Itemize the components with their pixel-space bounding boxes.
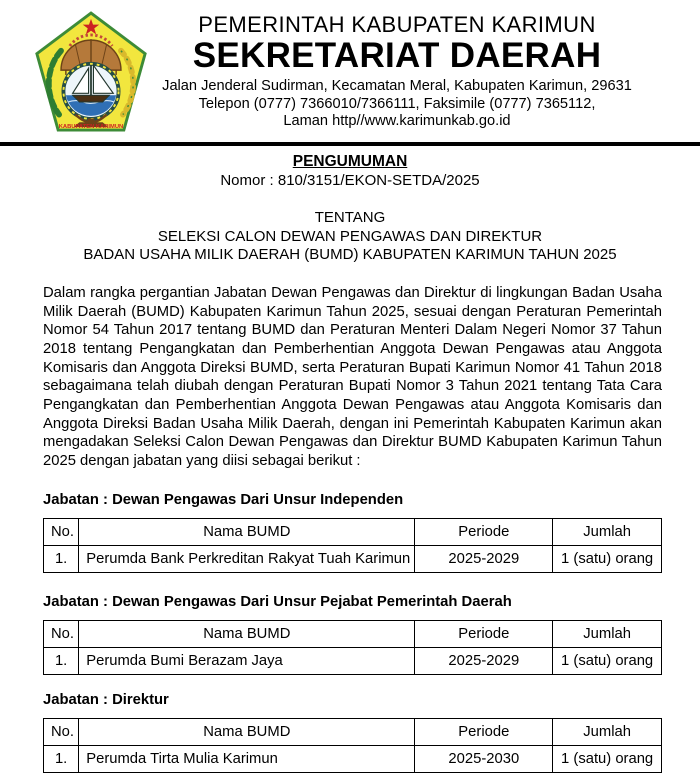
bumd-table — [43, 718, 662, 773]
table-row — [44, 745, 662, 772]
office-name: SEKRETARIAT DAERAH — [192, 36, 602, 76]
col-header-nama-bumd: Nama BUMD — [79, 620, 415, 647]
address-line-3: Laman http//www.karimunkab.go.id — [283, 113, 511, 130]
cell-nama-bumd: Perumda Tirta Mulia Karimun — [79, 745, 415, 772]
col-header-nama-bumd: Nama BUMD — [79, 718, 415, 745]
cell-nama-bumd: Perumda Bank Perkreditan Rakyat Tuah Karimun — [79, 545, 415, 572]
letterhead — [0, 0, 700, 140]
body-paragraph: Dalam rangka pergantian Jabatan Dewan Pengawas dan Direktur di lingkungan Badan Usaha Milik Daerah (BUMD) Kabupaten Karimun Tahun 2025, sesuai dengan Peraturan Pemerintah Nomor 54 Tahun 2017 tentang BUMD dan Peraturan Menteri Dalam Negeri Nomor 37 Tahun 2018 tentang Pengangkatan dan Pemberhentian Anggota Dewan Pengawas atau Anggota Komisaris dan Anggota Direksi BUMD, serta Peraturan Bupati Karimun Nomor 41 Tahun 2018 sebagaimana telah diubah dengan Peraturan Bupati Nomor 3 Tahun 2021 tentang Tata Cara Pengangkatan dan Pemberhentian Anggota Dewan Pengawas atau Anggota Komisaris dan Anggota Direksi Badan Usaha Milik Daerah, dengan ini Pemerintah Kabupaten Karimun akan mengadakan Seleksi Calon Dewan Pengawas dan Direktur BUMD Kabupaten Karimun Tahun 2025 dengan jabatan yang diisi sebagai berikut : — [43, 285, 662, 469]
section-dewan-pengawas-pejabat — [43, 594, 662, 675]
table-header-row — [44, 718, 662, 745]
section-heading: Jabatan : Direktur — [43, 691, 169, 708]
section-heading: Jabatan : Dewan Pengawas Dari Unsur Pejabat Pemerintah Daerah — [43, 593, 512, 610]
cell-jumlah: 1 (satu) orang — [553, 647, 662, 674]
cell-no: 1. — [44, 745, 79, 772]
address-line-1: Jalan Jenderal Sudirman, Kecamatan Meral, Kabupaten Karimun, 29631 — [162, 78, 632, 95]
announcement-number: Nomor : 810/3151/EKON-SETDA/2025 — [220, 171, 480, 189]
col-header-periode: Periode — [415, 518, 553, 545]
table-row — [44, 545, 662, 572]
col-header-no: No. — [44, 718, 79, 745]
subject-line-1: SELEKSI CALON DEWAN PENGAWAS DAN DIREKTUR — [157, 227, 543, 245]
cell-periode: 2025-2029 — [415, 545, 553, 572]
table-row — [44, 647, 662, 674]
karimun-emblem-icon — [33, 10, 149, 136]
address-line-2: Telepon (0777) 7366010/7366111, Faksimile (0777) 7365112, — [198, 95, 596, 112]
cell-jumlah: 1 (satu) orang — [553, 545, 662, 572]
karimun-emblem-logo — [33, 10, 149, 136]
subject-line-2: BADAN USAHA MILIK DAERAH (BUMD) KABUPATEN KARIMUN TAHUN 2025 — [83, 245, 617, 263]
announcement-title: PENGUMUMAN — [292, 153, 408, 170]
cell-jumlah: 1 (satu) orang — [553, 745, 662, 772]
subject-block — [0, 209, 700, 264]
cell-nama-bumd: Perumda Bumi Berazam Jaya — [79, 647, 415, 674]
address-block — [94, 78, 700, 131]
cell-no: 1. — [44, 545, 79, 572]
cell-no: 1. — [44, 647, 79, 674]
logo-caption-text: KABUPATEN KARIMUN — [58, 124, 124, 131]
col-header-no: No. — [44, 620, 79, 647]
government-name: PEMERINTAH KABUPATEN KARIMUN — [198, 12, 596, 37]
table-header-row — [44, 518, 662, 545]
cell-periode: 2025-2029 — [415, 647, 553, 674]
bumd-table — [43, 620, 662, 675]
col-header-periode: Periode — [415, 620, 553, 647]
col-header-jumlah: Jumlah — [553, 518, 662, 545]
letterhead-divider — [0, 142, 700, 146]
col-header-jumlah: Jumlah — [553, 718, 662, 745]
col-header-periode: Periode — [415, 718, 553, 745]
col-header-nama-bumd: Nama BUMD — [79, 518, 415, 545]
about-label: TENTANG — [314, 209, 386, 227]
section-direktur — [43, 692, 662, 773]
col-header-jumlah: Jumlah — [553, 620, 662, 647]
col-header-no: No. — [44, 518, 79, 545]
announcement-title-block — [0, 153, 700, 190]
bumd-table — [43, 518, 662, 573]
section-heading: Jabatan : Dewan Pengawas Dari Unsur Independen — [43, 491, 404, 508]
cell-periode: 2025-2030 — [415, 745, 553, 772]
section-dewan-pengawas-independen — [43, 492, 662, 573]
table-header-row — [44, 620, 662, 647]
letterhead-text — [94, 0, 700, 131]
